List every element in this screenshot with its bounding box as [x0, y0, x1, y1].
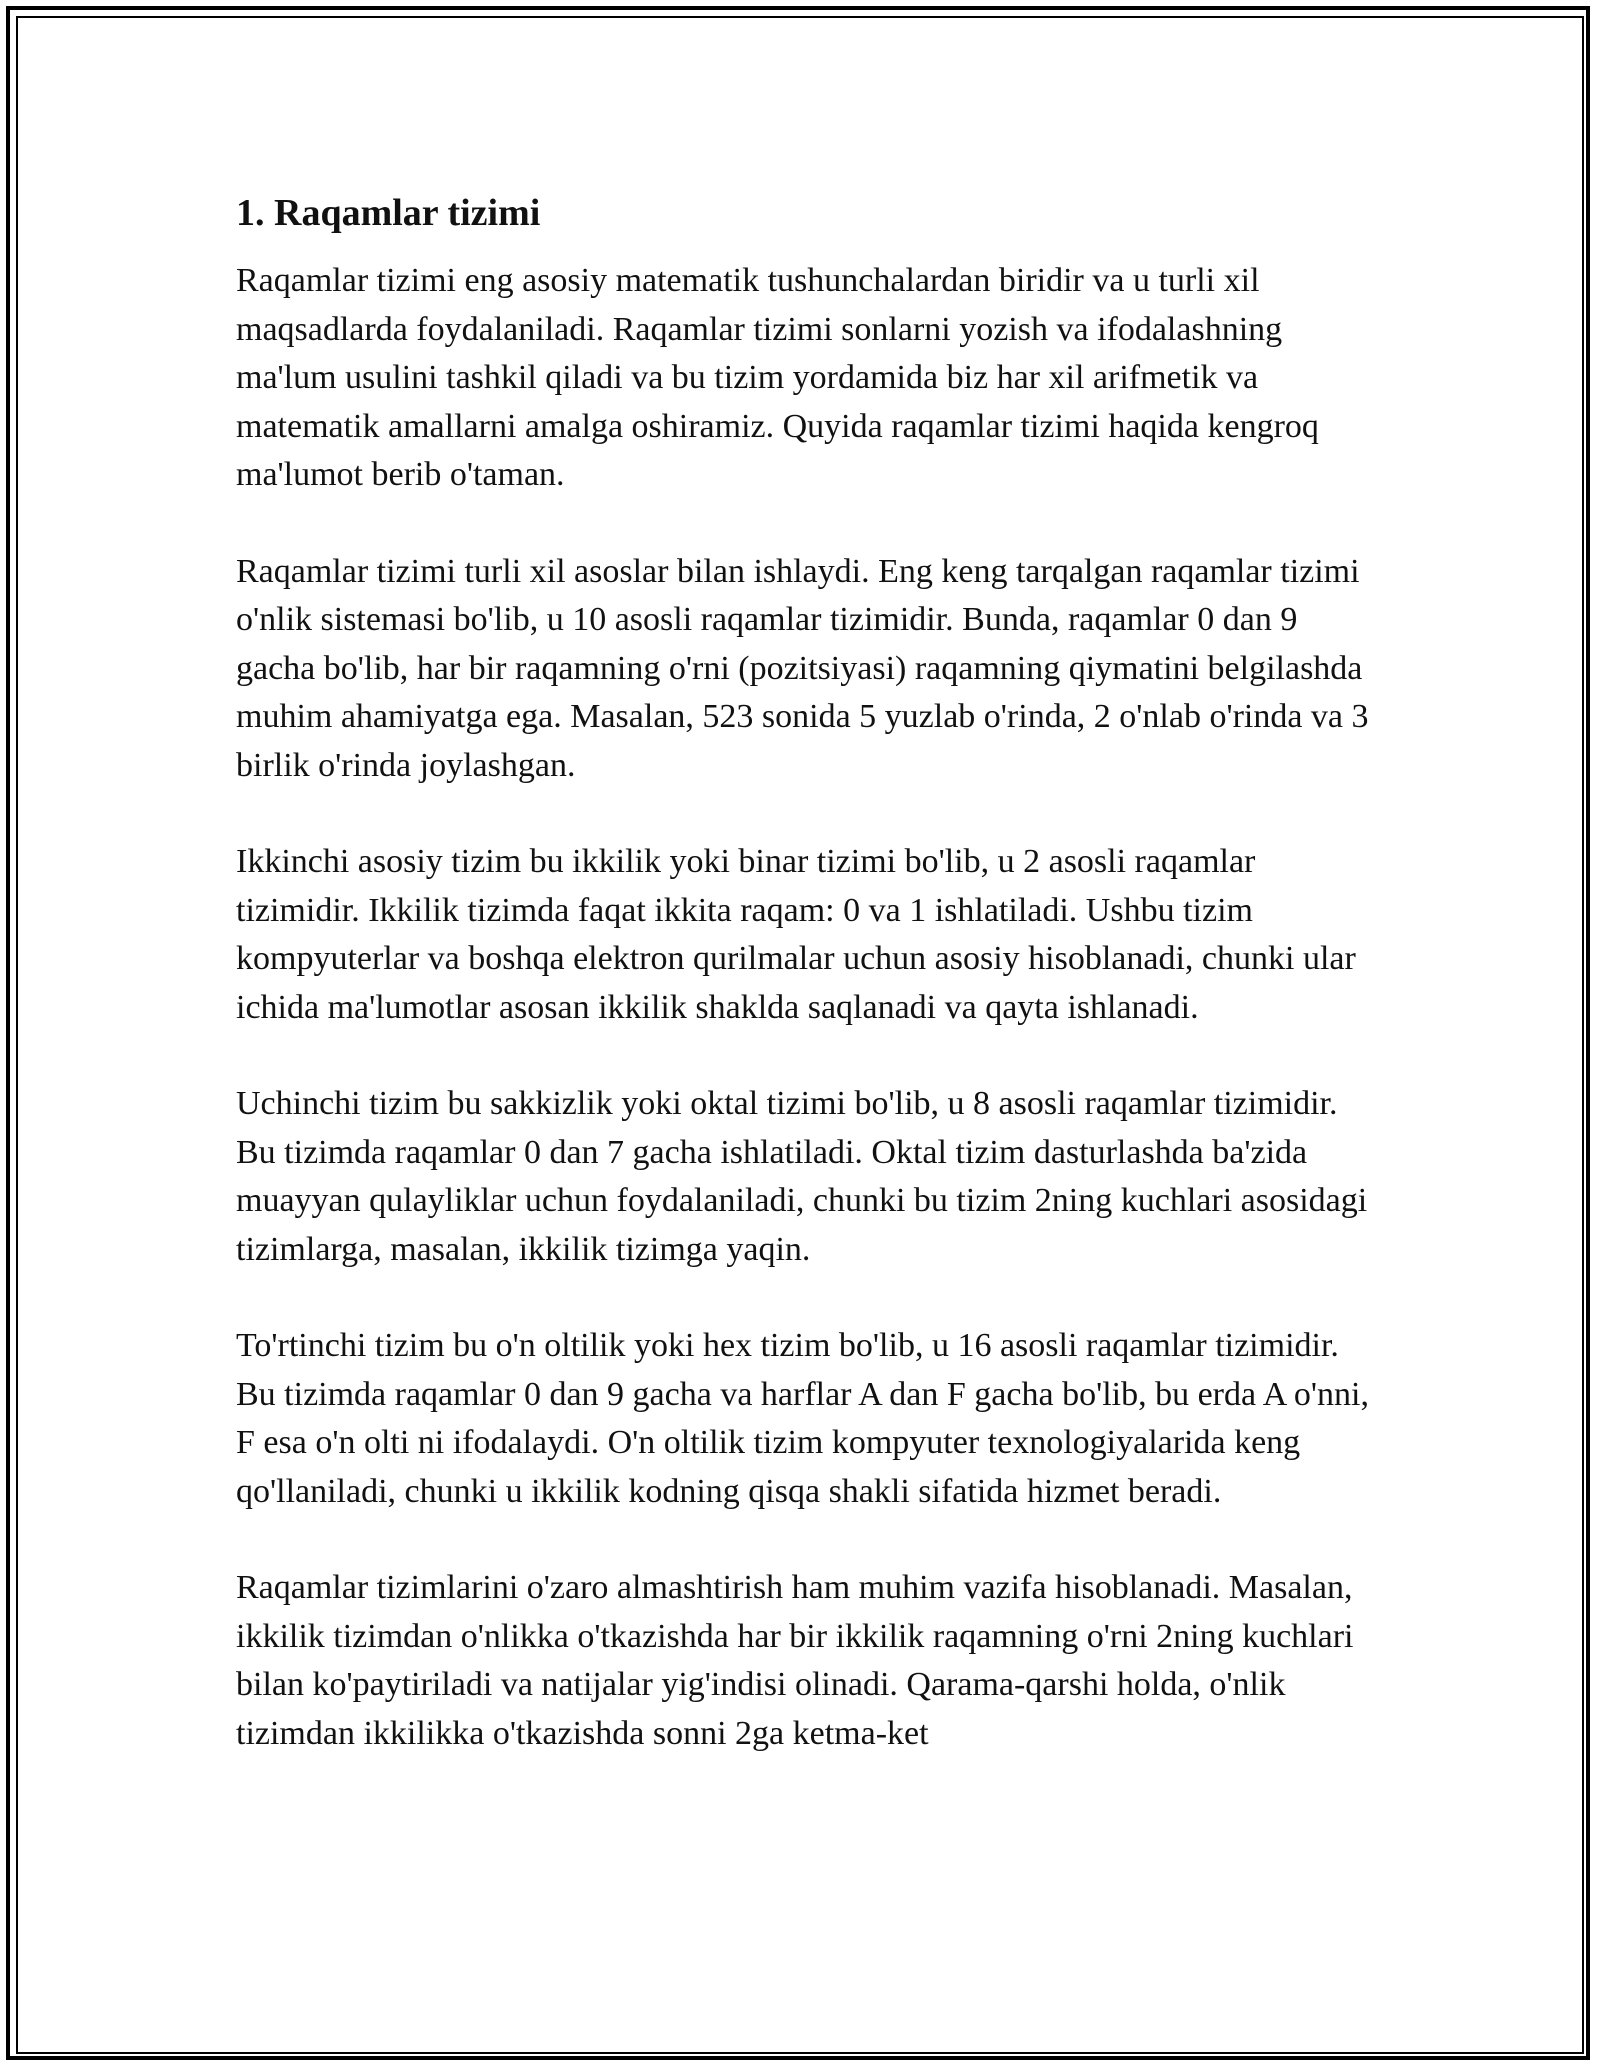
paragraph-decimal-system: Raqamlar tizimi turli xil asoslar bilan ishlaydi. Eng keng tarqalgan raqamlar tizimi o'nlik sistemasi bo'lib, u 10 asosli raqamlar tizimidir. Bunda, raqamlar 0 dan 9 gacha bo'lib, har bir raqamning o'rni (pozitsiyasi) raqamning qiymatini belgilashda muhim ahamiyatga ega. Masalan, 523 sonida 5 yuzlab o'rinda, 2 o'nlab o'rinda va 3 birlik o'rinda joylashgan.: [236, 552, 1369, 784]
paragraph-binary-system: Ikkinchi asosiy tizim bu ikkilik yoki binar tizimi bo'lib, u 2 asosli raqamlar tizimidir. Ikkilik tizimda faqat ikkita raqam: 0 va 1 ishlatiladi. Ushbu tizim kompyuterlar va boshqa elektron qurilmalar uchun asosiy hisoblanadi, chunki ular ichida ma'lumotlar asosan ikkilik shaklda saqlanadi va qayta ishlanadi.: [236, 843, 1356, 1026]
paragraph-hex-system: To'rtinchi tizim bu o'n oltilik yoki hex tizim bo'lib, u 16 asosli raqamlar tizimidir. Bu tizimda raqamlar 0 dan 9 gacha va harflar A dan F gacha bo'lib, bu erda A o'nni, F esa o'n olti ni ifodalaydi. O'n oltilik tizim kompyuter texnologiyalarida keng qo'llaniladi, chunki u ikkilik kodning qisqa shakli sifatida hizmet beradi.: [236, 1327, 1369, 1510]
paragraph-octal-system: Uchinchi tizim bu sakkizlik yoki oktal tizimi bo'lib, u 8 asosli raqamlar tizimidir. Bu tizimda raqamlar 0 dan 7 gacha ishlatiladi. Oktal tizim dasturlashda ba'zida muayyan qulayliklar uchun foydalaniladi, chunki bu tizim 2ning kuchlari asosidagi tizimlarga, masalan, ikkilik tizimga yaqin.: [236, 1085, 1368, 1268]
section-heading: 1. Raqamlar tizimi: [236, 192, 541, 234]
paragraph-intro: Raqamlar tizimi eng asosiy matematik tushunchalardan biridir va u turli xil maqsadlarda foydalaniladi. Raqamlar tizimi sonlarni yozish va ifodalashning ma'lum usulini tashkil qiladi va bu tizim yordamida biz har xil arifmetik va matematik amallarni amalga oshiramiz. Quyida raqamlar tizimi haqida kengroq ma'lumot berib o'taman.: [236, 262, 1319, 493]
paragraph-conversion: Raqamlar tizimlarini o'zaro almashtirish ham muhim vazifa hisoblanadi. Masalan, ikkilik tizimdan o'nlikka o'tkazishda har bir ikkilik raqamning o'rni 2ning kuchlari bilan ko'paytiriladi va natijalar yig'indisi olinadi. Qarama-qarshi holda, o'nlik tizimdan ikkilikka o'tkazishda sonni 2ga ketma-ket: [236, 1569, 1354, 1752]
document-body: [236, 188, 1376, 1806]
